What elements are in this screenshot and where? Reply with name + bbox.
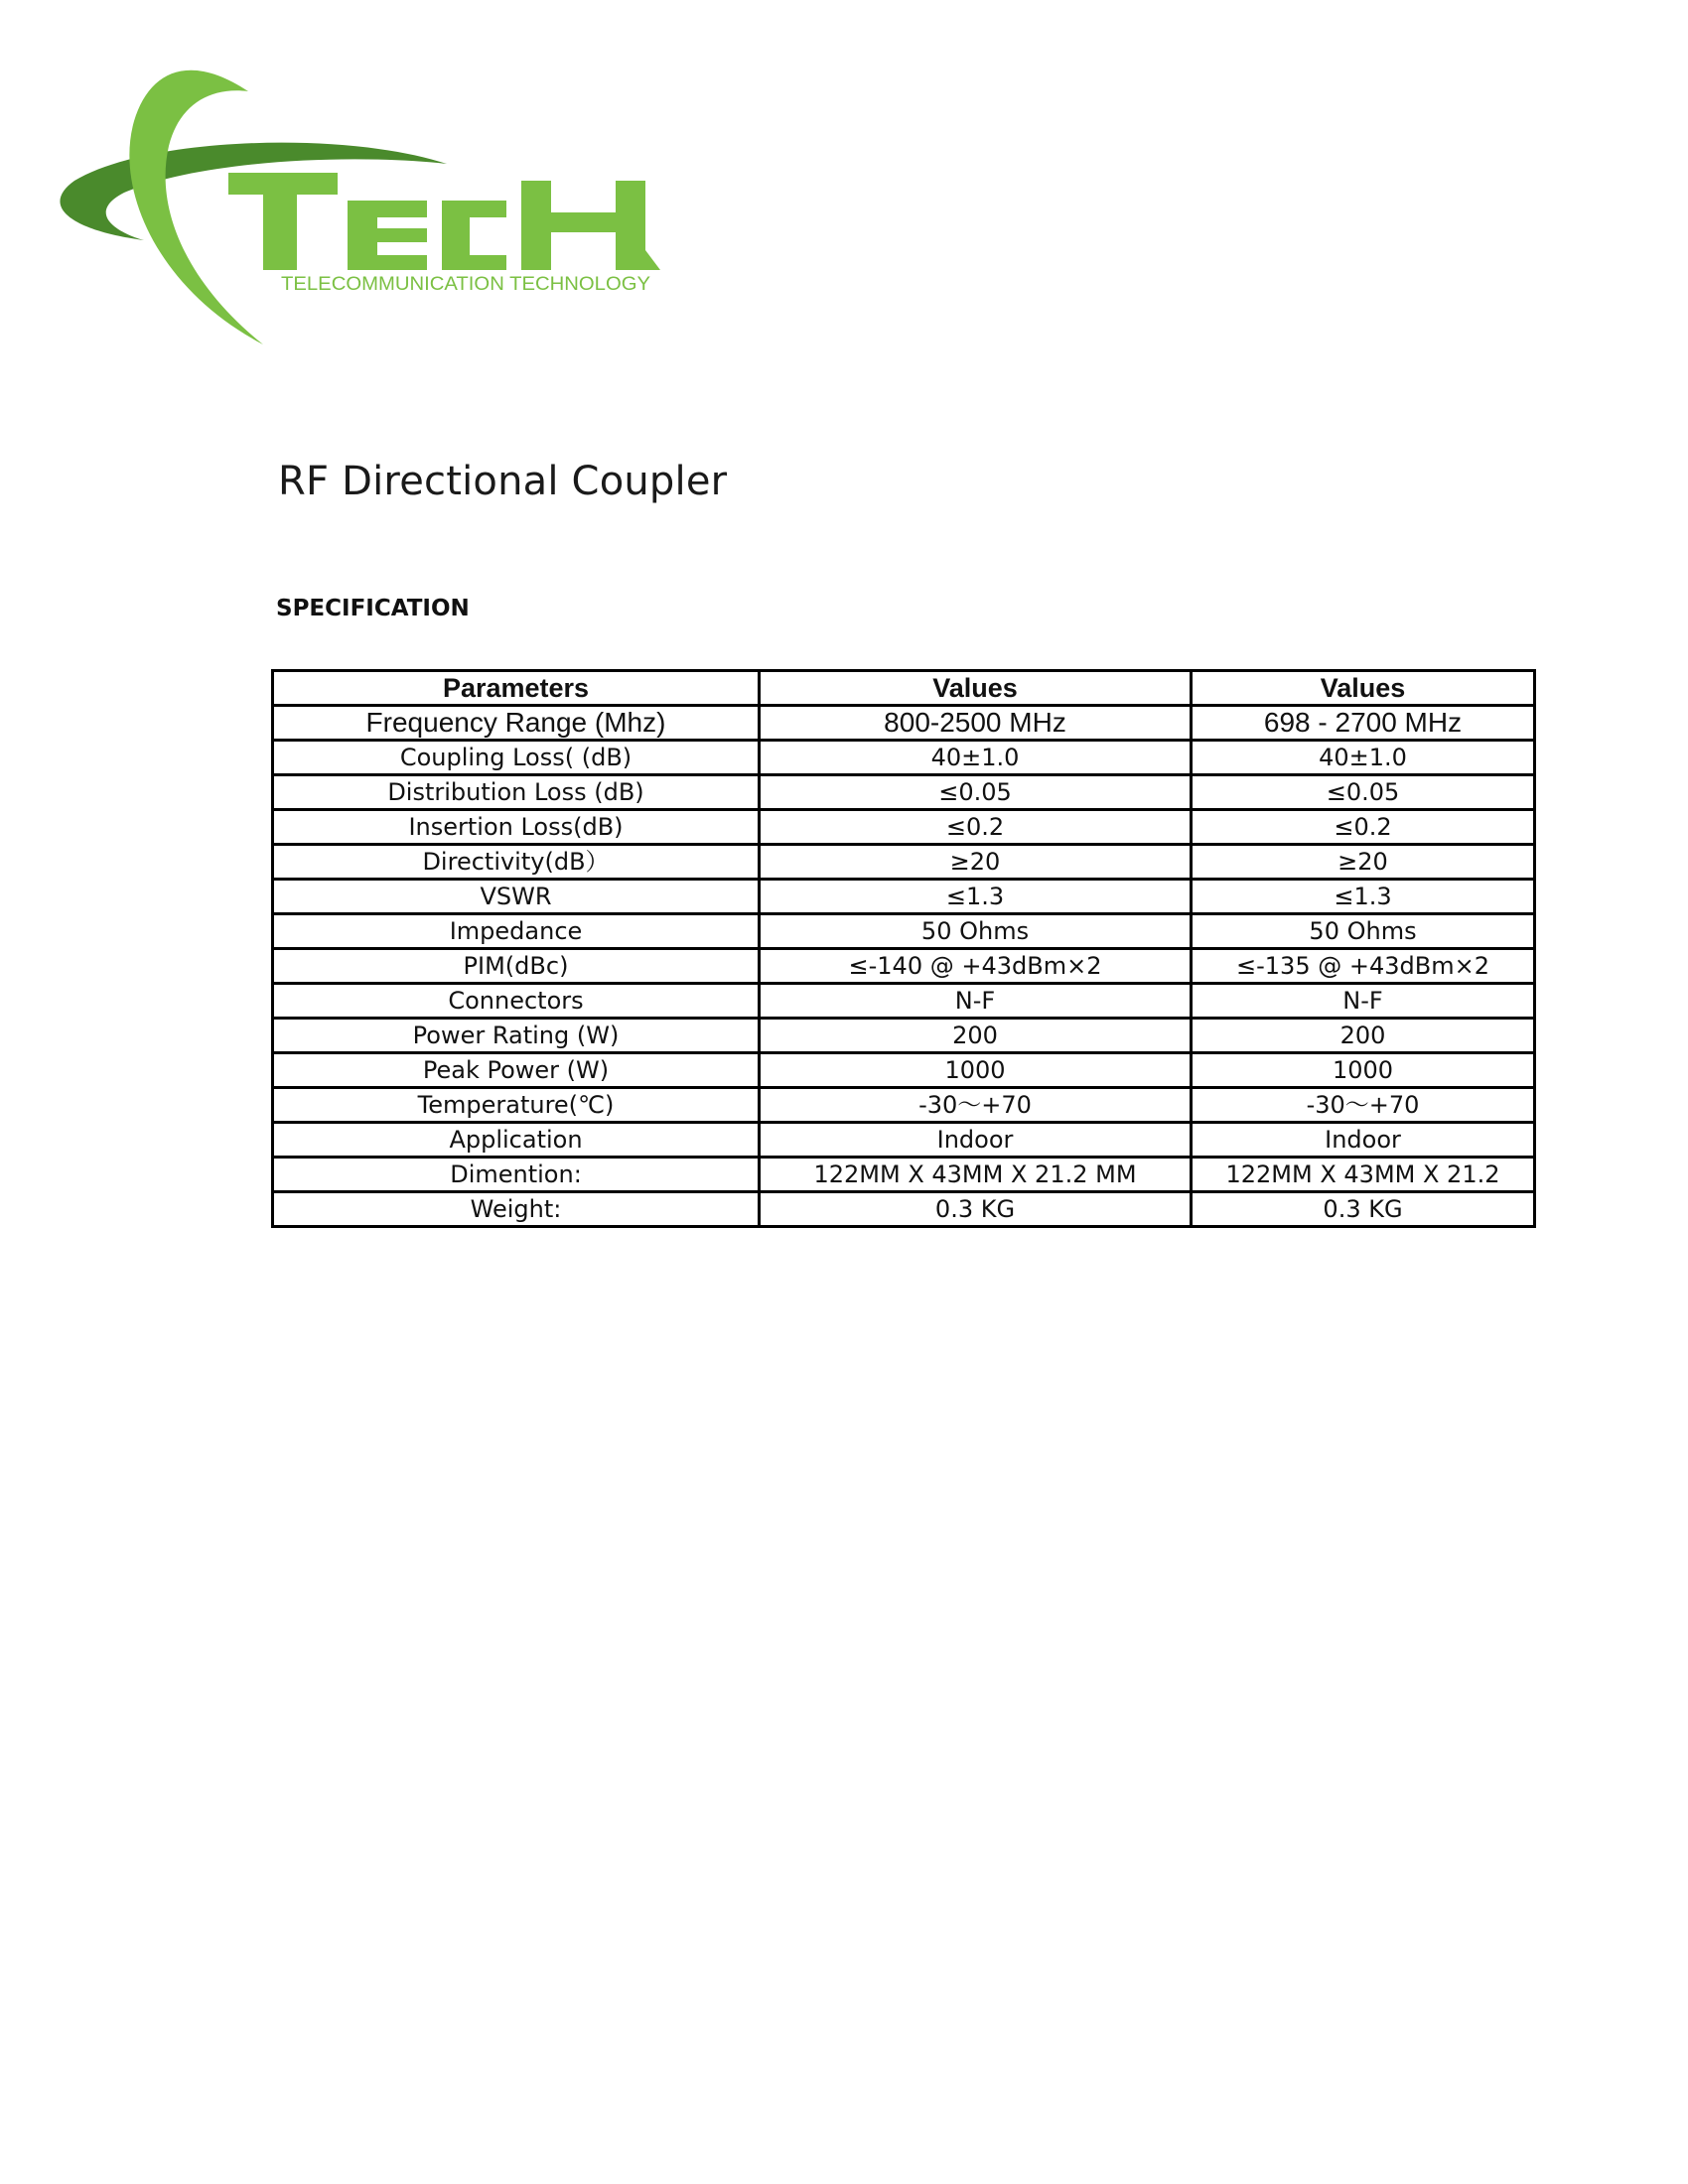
value-cell: -30～+70 [1192, 1088, 1535, 1123]
company-logo [50, 62, 675, 349]
parameter-cell: Distribution Loss (dB) [273, 775, 760, 810]
table-row [273, 1123, 1535, 1158]
table-row [273, 1053, 1535, 1088]
value-cell: ≤-135 @ +43dBm×2 [1192, 949, 1535, 984]
table-row [273, 949, 1535, 984]
value-cell: 1000 [760, 1053, 1192, 1088]
table-header-row [273, 671, 1535, 706]
parameter-cell: Coupling Loss( (dB) [273, 741, 760, 775]
parameter-cell: Directivity(dB） [273, 845, 760, 880]
parameter-cell: Insertion Loss(dB) [273, 810, 760, 845]
table-row [273, 775, 1535, 810]
section-label: SPECIFICATION [276, 596, 470, 621]
value-cell: ≤1.3 [1192, 880, 1535, 914]
parameter-cell: Application [273, 1123, 760, 1158]
value-cell: -30～+70 [760, 1088, 1192, 1123]
table-row [273, 1088, 1535, 1123]
tech-logo-graphic [50, 62, 675, 349]
value-cell: 50 Ohms [1192, 914, 1535, 949]
logo-wordmark [228, 173, 660, 270]
table-row [273, 1192, 1535, 1227]
value-cell: 40±1.0 [760, 741, 1192, 775]
value-cell: 50 Ohms [760, 914, 1192, 949]
table-row [273, 914, 1535, 949]
value-cell: ≤1.3 [760, 880, 1192, 914]
value-cell: 698 - 2700 MHz [1192, 706, 1535, 741]
table-row [273, 1019, 1535, 1053]
table-row [273, 810, 1535, 845]
value-cell: ≤-140 @ +43dBm×2 [760, 949, 1192, 984]
document-title: RF Directional Coupler [278, 459, 728, 504]
table-row [273, 984, 1535, 1019]
value-cell: ≤0.05 [760, 775, 1192, 810]
table-row [273, 845, 1535, 880]
parameter-cell: Frequency Range (Mhz) [273, 706, 760, 741]
value-cell: 40±1.0 [1192, 741, 1535, 775]
specification-table [271, 669, 1536, 1228]
parameter-cell: Peak Power (W) [273, 1053, 760, 1088]
value-cell: ≤0.2 [1192, 810, 1535, 845]
parameter-cell: Temperature(℃) [273, 1088, 760, 1123]
value-cell: 122MM X 43MM X 21.2 MM [760, 1158, 1192, 1192]
value-cell: 800-2500 MHz [760, 706, 1192, 741]
value-cell: Indoor [760, 1123, 1192, 1158]
table-row [273, 706, 1535, 741]
parameter-cell: PIM(dBc) [273, 949, 760, 984]
header-values-2: Values [1192, 671, 1535, 706]
table-row [273, 880, 1535, 914]
parameter-cell: VSWR [273, 880, 760, 914]
value-cell: 1000 [1192, 1053, 1535, 1088]
logo-light-arc [129, 70, 263, 344]
table-row [273, 1158, 1535, 1192]
parameter-cell: Weight: [273, 1192, 760, 1227]
value-cell: ≥20 [760, 845, 1192, 880]
value-cell: Indoor [1192, 1123, 1535, 1158]
parameter-cell: Dimention: [273, 1158, 760, 1192]
value-cell: N-F [760, 984, 1192, 1019]
value-cell: 200 [760, 1019, 1192, 1053]
value-cell: 122MM X 43MM X 21.2 [1192, 1158, 1535, 1192]
parameter-cell: Power Rating (W) [273, 1019, 760, 1053]
value-cell: ≤0.05 [1192, 775, 1535, 810]
header-parameters: Parameters [273, 671, 760, 706]
parameter-cell: Connectors [273, 984, 760, 1019]
value-cell: ≤0.2 [760, 810, 1192, 845]
logo-tagline: TELECOMMUNICATION TECHNOLOGY [281, 273, 650, 295]
value-cell: 0.3 KG [760, 1192, 1192, 1227]
value-cell: 0.3 KG [1192, 1192, 1535, 1227]
parameter-cell: Impedance [273, 914, 760, 949]
value-cell: N-F [1192, 984, 1535, 1019]
value-cell: ≥20 [1192, 845, 1535, 880]
table-row [273, 741, 1535, 775]
header-values-1: Values [760, 671, 1192, 706]
value-cell: 200 [1192, 1019, 1535, 1053]
